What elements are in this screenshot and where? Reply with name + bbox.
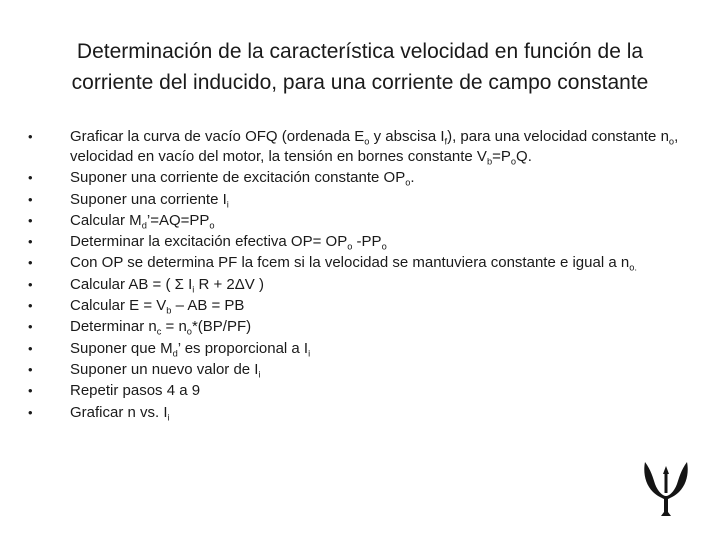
bullet-item — [28, 360, 698, 380]
bullet-list — [28, 127, 698, 424]
subscript-text: o — [209, 220, 215, 231]
slide-title — [40, 36, 680, 98]
subscript-text: i — [258, 369, 261, 380]
bullet-text: Suponer una corriente I — [70, 190, 227, 208]
subscript-text: o. — [629, 262, 637, 273]
subscript-text: d — [141, 220, 147, 231]
bullet-text: ’=AQ=PP — [146, 211, 210, 229]
title-line-2: corriente del inducido, para una corriente de campo constante — [71, 71, 649, 94]
bullet-text: Suponer un nuevo valor de I — [70, 360, 259, 378]
bullet-item — [28, 211, 698, 231]
subscript-text: o — [405, 177, 411, 188]
subscript-text: d — [172, 347, 178, 358]
bullet-text: = n — [161, 318, 187, 336]
bullet-item — [28, 253, 698, 273]
bullet-text: Suponer una corriente de excitación constante OP — [70, 169, 406, 187]
bullet-text: , velocidad en vacío del motor, la tensión en bornes constante V — [70, 128, 679, 165]
bullet-text: R + 2ΔV ) — [194, 275, 264, 293]
bullet-item — [28, 168, 698, 188]
bullet-text: Determinar la excitación efectiva OP= OP — [70, 233, 348, 251]
bullet-item — [28, 296, 698, 316]
subscript-text: i — [167, 411, 170, 422]
subscript-text: o — [186, 326, 192, 337]
bullet-text: Repetir pasos 4 a 9 — [70, 382, 201, 400]
subscript-text: i — [192, 284, 195, 295]
subscript-text: i — [308, 347, 311, 358]
bullet-text: =P — [492, 148, 511, 165]
bullet-text: ’ es proporcional a I — [177, 339, 309, 357]
bullet-text: -PP — [352, 233, 382, 251]
subscript-text: o — [347, 241, 353, 252]
subscript-text: o — [510, 156, 517, 167]
bullet-text: Calcular AB = ( Σ I — [70, 275, 193, 293]
bullet-item — [28, 190, 698, 210]
subscript-text: b — [486, 156, 493, 167]
bullet-text: ), para una velocidad constante n — [447, 128, 669, 145]
bullet-item — [28, 127, 698, 167]
subscript-text: o — [668, 136, 675, 147]
bullet-text: Graficar la curva de vacío OFQ (ordenada E — [70, 128, 365, 145]
subscript-text: o — [364, 136, 370, 147]
bullet-text: Calcular E = V — [70, 297, 167, 315]
bullet-text: Calcular M — [70, 211, 142, 229]
bullet-text: *(BP/PF) — [191, 318, 252, 336]
bullet-text: Con OP se determina PF la fcem si la velocidad se mantuviera constante e igual a n — [70, 254, 630, 272]
subscript-text: o — [381, 241, 387, 252]
bullet-item — [28, 232, 698, 252]
title-line-1: Determinación de la característica velocidad en función de la — [76, 40, 644, 63]
bullet-text: y abscisa I — [369, 128, 445, 145]
subscript-text: f — [444, 136, 448, 147]
bullet-item — [28, 381, 698, 401]
bullet-text: Determinar n — [70, 318, 157, 336]
subscript-text: c — [156, 326, 162, 337]
bullet-text: . — [410, 169, 415, 187]
bullet-text: Graficar n vs. I — [70, 403, 168, 421]
bullet-text: Q. — [516, 148, 532, 165]
subscript-text: i — [226, 198, 229, 209]
bullet-item — [28, 403, 698, 423]
bullet-item — [28, 317, 698, 337]
bullet-text: – AB = PB — [171, 297, 245, 315]
psi-logo-icon — [643, 462, 689, 516]
bullet-text: Suponer que M — [70, 339, 173, 357]
bullet-item — [28, 339, 698, 359]
bullet-item — [28, 275, 698, 295]
subscript-text: b — [166, 305, 172, 316]
